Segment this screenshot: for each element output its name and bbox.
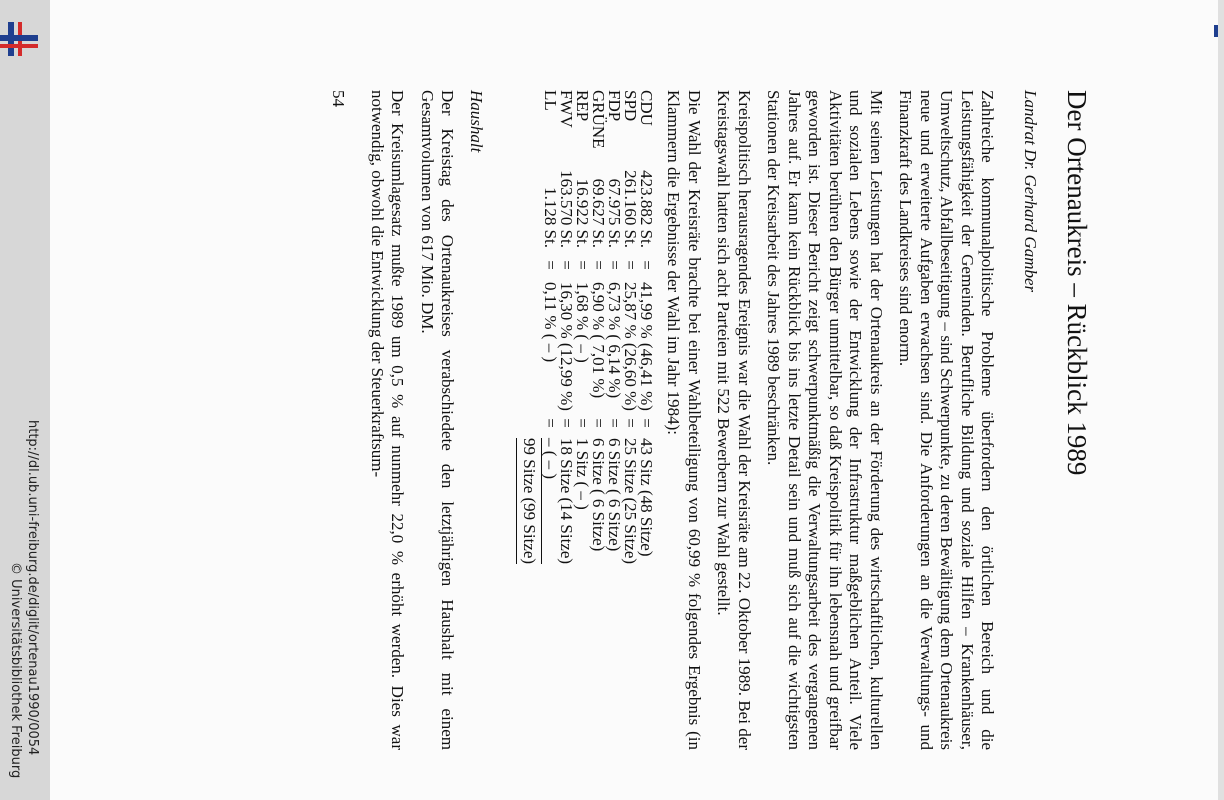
seat-count: 6 Sitze ( 6 Sitze): [589, 438, 608, 552]
seat-count: 25 Sitze (25 Sitze): [621, 438, 640, 565]
table-row: [622, 90, 638, 750]
seat-count: 1 Sitz ( – ): [573, 438, 592, 510]
equals-sign: =: [637, 418, 656, 428]
copyright-notice: © Universitätsbibliothek Freiburg: [8, 562, 23, 779]
paragraph: Der Kreistag des Ortenaukreises verabschiedete den letztjährigen Haushalt mit einem Gesamtvolumen von 617 Mio. DM.: [418, 90, 458, 750]
paragraph: Zahlreiche kommunalpolitische Probleme überfordern den örtlichen Bereich und die Leistungsfähigkeit der Gemeinden. Berufliche Bildung und soziale Hilfen – Krankenhäuser, Umweltschutz, Abfallbeseitigung – sind Schwerpunkte, zu deren Bewältigung dem Ortenaukreis neue und erweiterte Aufgaben erwachsen sind. Die Anforderungen an die Verwaltungs- und Finanzkraft des Landkreises sind enorm.: [896, 90, 998, 750]
vote-count: 261.160 St.: [621, 170, 640, 248]
total-seats: 99 Sitze (99 Sitze): [516, 438, 542, 564]
vote-count: 163.570 St.: [557, 170, 576, 248]
party-name: FDP: [605, 90, 624, 122]
rotated-page-content: [328, 90, 1118, 750]
vote-percent: 6,90 % ( 7,01 %): [589, 282, 608, 399]
equals-sign: =: [541, 260, 560, 270]
library-logo-icon: [0, 8, 40, 48]
party-name: FWV: [557, 90, 576, 128]
vote-percent: 1,68 % ( – ): [573, 282, 592, 363]
party-name: LL: [541, 90, 560, 111]
party-name: SPD: [621, 90, 640, 122]
seat-count: 6 Sitze ( 6 Sitze): [605, 438, 624, 552]
election-results-table: [516, 90, 654, 750]
source-url: http://dl.ub.uni-freiburg.de/diglit/ortenau1990/0054: [25, 420, 40, 756]
equals-sign: =: [573, 260, 592, 270]
equals-sign: =: [589, 418, 608, 428]
vote-percent: 41,99 % (46,41 %): [637, 282, 656, 411]
table-row: [558, 90, 574, 750]
equals-sign: =: [605, 260, 624, 270]
table-row: [574, 90, 590, 750]
table-total-row: [516, 90, 542, 750]
vote-percent: 16,30 % (12,99 %): [557, 282, 576, 411]
vote-percent: 0,11 % ( – ): [541, 282, 560, 363]
table-row: [542, 90, 558, 750]
equals-sign: =: [605, 418, 624, 428]
party-name: GRÜNE: [589, 90, 608, 149]
party-name: REP: [573, 90, 592, 122]
equals-sign: =: [637, 260, 656, 270]
section-heading: Haushalt: [467, 90, 486, 153]
table-row: [590, 90, 606, 750]
equals-sign: =: [557, 418, 576, 428]
page-number: 54: [329, 90, 349, 107]
author-line: Landrat Dr. Gerhard Gamber: [1021, 90, 1040, 293]
paragraph: Der Kreisumlagesatz mußte 1989 um 0,5 % auf nunmehr 22,0 % erhöht werden. Dies war notwendig, obwohl die Entwicklung der Steuerkraftsum-: [368, 90, 408, 750]
equals-sign: =: [541, 418, 560, 428]
seat-count: 43 Sitz (48 Sitze): [637, 438, 656, 557]
viewer-sidebar: [0, 0, 50, 800]
vote-count: 423.882 St.: [637, 170, 656, 248]
vote-count: 67.975 St.: [605, 178, 624, 248]
vote-count: 16.922 St.: [573, 178, 592, 248]
party-name: CDU: [637, 90, 656, 126]
vote-count: 69.627 St.: [589, 178, 608, 248]
seat-count: – ( – ): [541, 438, 560, 480]
page-edge: [1218, 0, 1224, 800]
vote-count: 1.128 St.: [541, 187, 560, 248]
equals-sign: =: [557, 260, 576, 270]
equals-sign: =: [589, 260, 608, 270]
table-row: [606, 90, 622, 750]
page-title: Der Ortenaukreis – Rückblick 1989: [1062, 90, 1092, 476]
equals-sign: =: [621, 418, 640, 428]
edge-marker-icon: [1214, 25, 1218, 37]
paragraph: Die Wahl der Kreisräte brachte bei einer Wahlbeteiligung von 60,99 % folgendes Ergebnis (in Klammern die Ergebnisse der Wahl im Jahr 1984):: [664, 90, 704, 750]
equals-sign: =: [621, 260, 640, 270]
table-row: [638, 90, 654, 750]
seat-count: 18 Sitze (14 Sitze): [557, 438, 576, 565]
paragraph: Mit seinen Leistungen hat der Ortenaukreis an der Förderung des wirtschaftlichen, kulturellen und sozialen Lebens sowie der Entwicklung der Infrastruktur maßgeblichen Anteil. Viele Aktivitäten berühren den Bürger unmittelbar, so daß Kreispolitik für ihn lebensnah und greifbar geworden ist. Dieser Bericht zeigt schwerpunktmäßig die Verwaltungsarbeit des vergangenen Jahres auf. Er kann kein Rückblick bis ins letzte Detail sein und muß sich auf die wichtigsten Stationen der Kreisarbeit des Jahres 1989 beschränken.: [764, 90, 886, 750]
paragraph: Kreispolitisch herausragendes Ereignis war die Wahl der Kreisräte am 22. Oktober 1989. Bei der Kreistagswahl hatten sich acht Parteien mit 522 Bewerbern zur Wahl gestellt.: [714, 90, 754, 750]
vote-percent: 6,73 % ( 6,14 %): [605, 282, 624, 399]
equals-sign: =: [573, 418, 592, 428]
vote-percent: 25,87 % (26,60 %): [621, 282, 640, 411]
